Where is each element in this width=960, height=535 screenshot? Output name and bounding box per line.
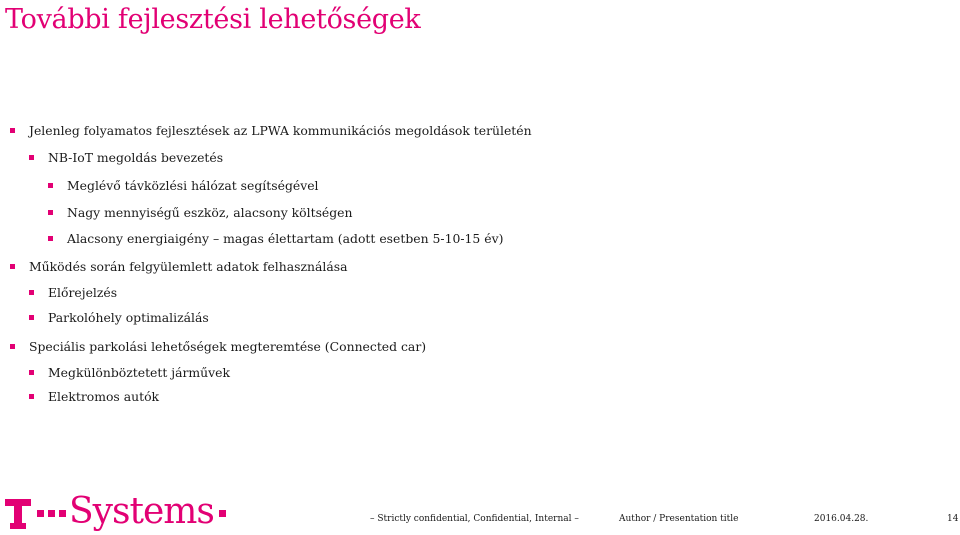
t-systems-logo: [5, 491, 226, 532]
bullet-item: [48, 389, 159, 405]
bullet-square-icon: [29, 394, 34, 399]
slide-date: 2016.04.28.: [814, 514, 869, 524]
bullet-square-icon: [29, 370, 34, 375]
bullet-text: Megkülönböztetett járművek: [48, 365, 231, 380]
t-logo-icon: [5, 495, 31, 529]
bullet-item: [67, 205, 353, 221]
page-number: 14: [947, 514, 959, 524]
bullet-text: Speciális parkolási lehetőségek megteremtése (Connected car): [29, 339, 427, 354]
bullet-item: [29, 123, 532, 139]
bullet-item: [67, 231, 503, 247]
bullet-square-icon: [48, 183, 53, 188]
bullet-item: [48, 365, 230, 381]
bullet-text: NB-IoT megoldás bevezetés: [48, 150, 224, 165]
bullet-square-icon: [29, 290, 34, 295]
bullet-square-icon: [10, 344, 15, 349]
logo-dot-icon: [59, 510, 66, 517]
bullet-text: Nagy mennyiségű eszköz, alacsony költségen: [67, 205, 353, 220]
classification-label: – Strictly confidential, Confidential, Internal –: [370, 514, 579, 524]
bullet-text: Parkolóhely optimalizálás: [48, 310, 209, 325]
logo-dot-icon: [37, 510, 44, 517]
bullet-square-icon: [29, 315, 34, 320]
bullet-item: [67, 178, 319, 194]
bullet-text: Elektromos autók: [48, 389, 160, 404]
logo-wordmark: Systems: [69, 491, 214, 532]
bullet-text: Meglévő távközlési hálózat segítségével: [67, 178, 319, 193]
bullet-text: Alacsony energiaigény – magas élettartam (adott esetben 5-10-15 év): [67, 231, 504, 246]
bullet-item: [48, 310, 209, 326]
bullet-square-icon: [48, 210, 53, 215]
bullet-square-icon: [10, 128, 15, 133]
bullet-item: [29, 259, 347, 275]
bullet-square-icon: [29, 155, 34, 160]
logo-dot-icon: [219, 510, 226, 517]
logo-dot-icon: [48, 510, 55, 517]
slide-title: További fejlesztési lehetőségek: [5, 4, 421, 35]
bullet-item: [48, 285, 117, 301]
bullet-item: [48, 150, 223, 166]
bullet-text: Jelenleg folyamatos fejlesztések az LPWA kommunikációs megoldások területén: [29, 123, 532, 138]
bullet-text: Működés során felgyülemlett adatok felhasználása: [29, 259, 348, 274]
author-presentation-title: Author / Presentation title: [619, 514, 739, 524]
bullet-item: [29, 339, 426, 355]
bullet-square-icon: [48, 236, 53, 241]
bullet-square-icon: [10, 264, 15, 269]
bullet-text: Előrejelzés: [48, 285, 118, 300]
